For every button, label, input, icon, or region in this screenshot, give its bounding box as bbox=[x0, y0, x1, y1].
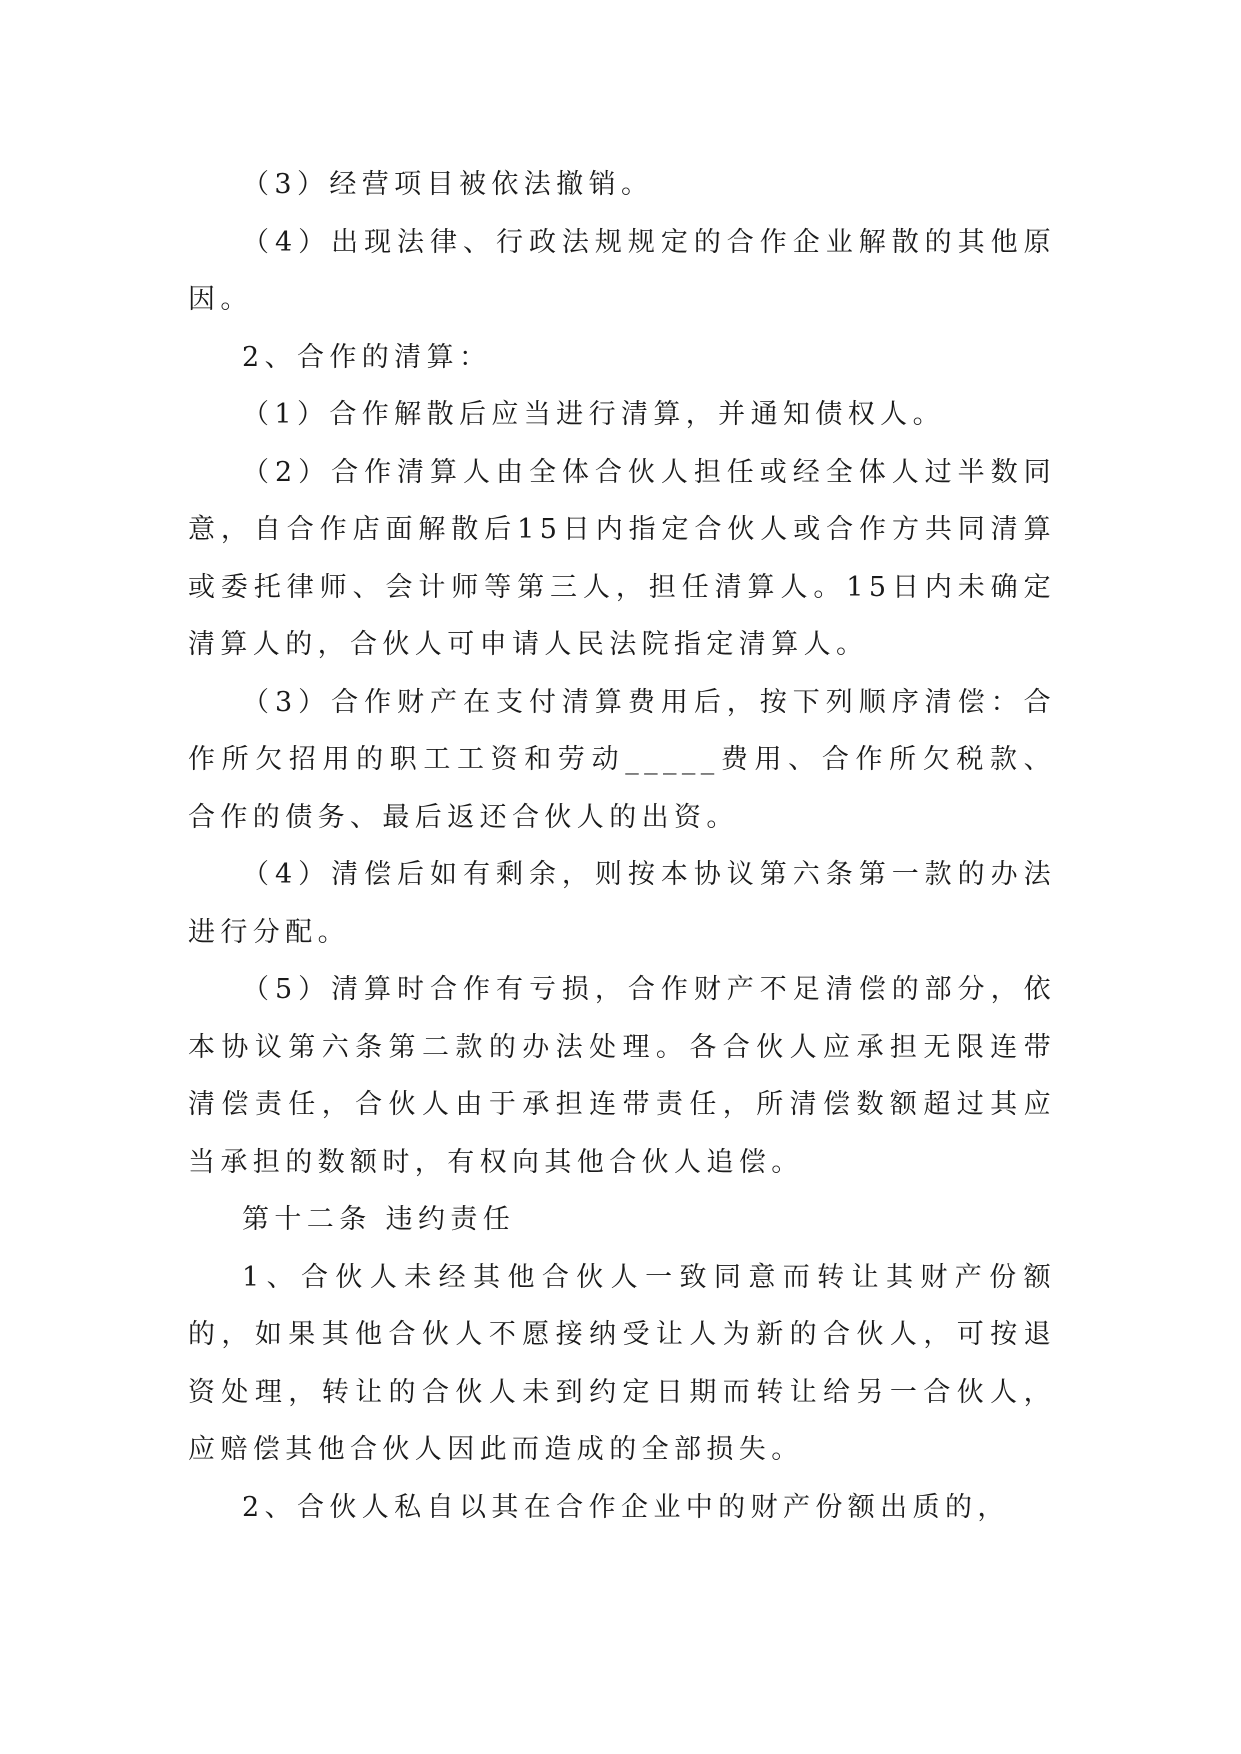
liquidation-clause-3: （3）合作财产在支付清算费用后，按下列顺序清偿：合作所欠招用的职工工资和劳动_____费用、合作所欠税款、合作的债务、最后返还合伙人的出资。 bbox=[188, 686, 1056, 833]
liquidation-clause-1: （1）合作解散后应当进行清算，并通知债权人。 bbox=[242, 399, 945, 430]
article-12-heading: 第十二条 违约责任 bbox=[242, 1204, 516, 1235]
liquidation-clause-5: （5）清算时合作有亏损，合作财产不足清偿的部分，依本协议第六条第二款的办法处理。各合伙人应承担无限连带清偿责任，合伙人由于承担连带责任，所清偿数额超过其应当承担的数额时，有权向其他合伙人追偿。 bbox=[188, 974, 1056, 1178]
clause-4-other-dissolution-reasons: （4）出现法律、行政法规规定的合作企业解散的其他原因。 bbox=[188, 226, 1056, 315]
liquidation-heading: 2、合作的清算： bbox=[242, 341, 492, 373]
breach-clause-1: 1、合伙人未经其他合伙人一致同意而转让其财产份额的，如果其他合伙人不愿接纳受让人为新的合伙人，可按退资处理，转让的合伙人未到约定日期而转让给另一合伙人，应赔偿其他合伙人因此而造成的全部损失。 bbox=[188, 1261, 1056, 1465]
liquidation-clause-2: （2）合作清算人由全体合伙人担任或经全体人过半数同意，自合作店面解散后15日内指定合伙人或合作方共同清算或委托律师、会计师等第三人，担任清算人。15日内未确定清算人的，合伙人可申请人民法院指定清算人。 bbox=[188, 456, 1056, 660]
document-body bbox=[188, 156, 1056, 1536]
clause-3-business-revoked: （3）经营项目被依法撤销。 bbox=[242, 169, 654, 200]
liquidation-clause-4: （4）清偿后如有剩余，则按本协议第六条第一款的办法进行分配。 bbox=[188, 859, 1056, 948]
breach-clause-2: 2、合伙人私自以其在合作企业中的财产份额出质的， bbox=[242, 1491, 1010, 1523]
